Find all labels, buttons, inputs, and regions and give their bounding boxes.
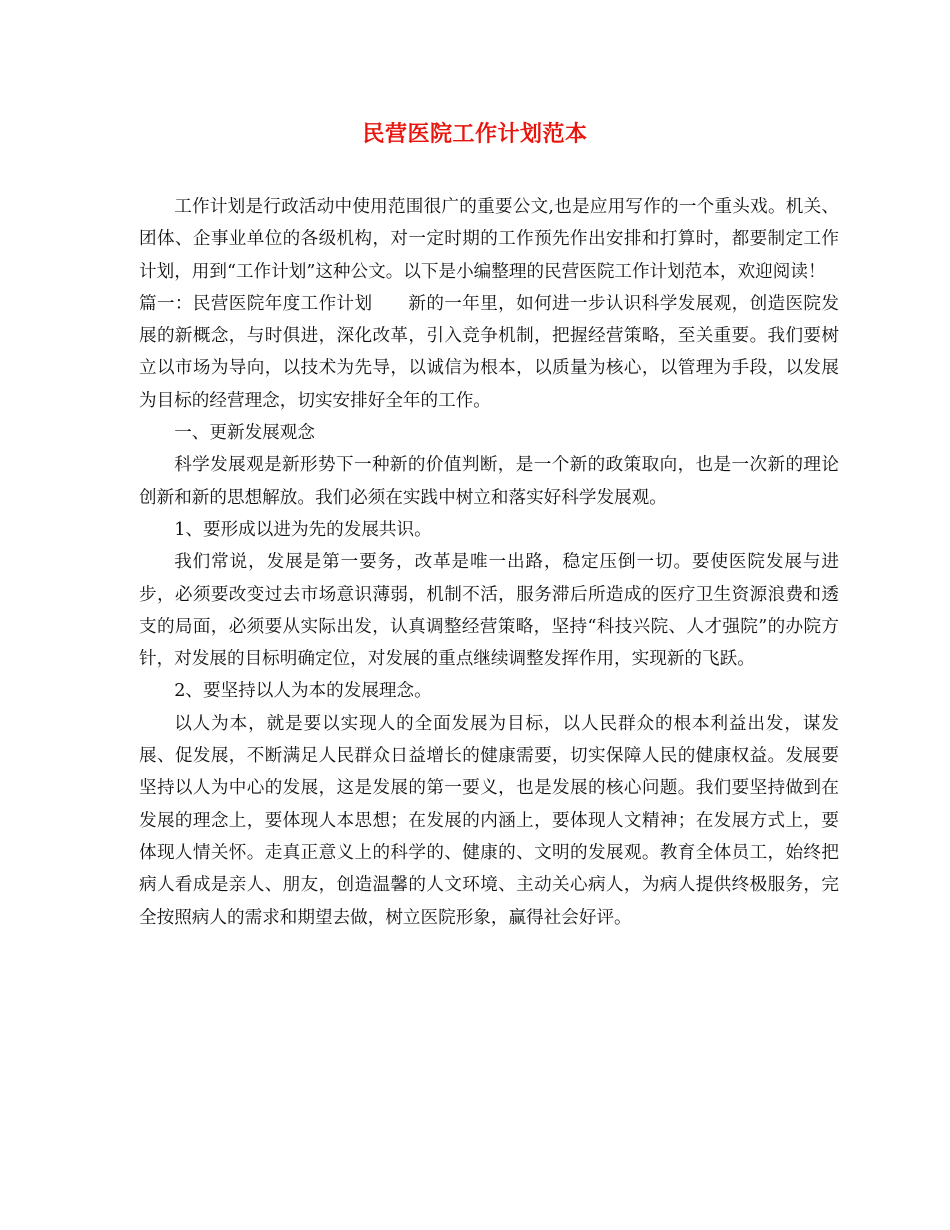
heading-update-concept: 一、更新发展观念: [174, 423, 315, 444]
paragraph-scientific-development: 科学发展观是新形势下一种新的价值判断，是一个新的政策取向，也是一次新的理论创新和新的思想解放。我们必须在实践中树立和落实好科学发展观。: [139, 455, 839, 508]
paragraph-people-oriented: 以人为本，就是要以实现人的全面发展为目标，以人民群众的根本利益出发，谋发展、促发展，不断满足人民群众日益增长的健康需要，切实保障人民的健康权益。发展要坚持以人为中心的发展，这是发展的第一要义，也是发展的核心问题。我们要坚持做到在发展的理念上，要体现人本思想；在发展的内涵上，要体现人文精神；在发展方式上，要体现人情关怀。走真正意义上的科学的、健康的、文明的发展观。教育全体员工，始终把病人看成是亲人、朋友，创造温馨的人文环境、主动关心病人，为病人提供终极服务，完全按照病人的需求和期望去做，树立医院形象，赢得社会好评。: [139, 713, 839, 928]
section-one-paragraph: 篇一：民营医院年度工作计划 新的一年里，如何进一步认识科学发展观，创造医院发展的新概念，与时俱进，深化改革，引入竞争机制，把握经营策略，至关重要。我们要树立以市场为导向，以技术为先导，以诚信为根本，以质量为核心，以管理为手段，以发展为目标的经营理念，切实安排好全年的工作。: [139, 293, 839, 411]
document-body: [139, 191, 839, 934]
document-title: 民营医院工作计划范本: [362, 121, 588, 147]
intro-paragraph: 工作计划是行政活动中使用范围很广的重要公文,也是应用写作的一个重头戏。机关、团体、企事业单位的各级机构，对一定时期的工作预先作出安排和打算时，都要制定工作计划，用到“工作计划”这种公文。以下是小编整理的民营医院工作计划范本，欢迎阅读！: [139, 197, 839, 282]
paragraph-development-priority: 我们常说，发展是第一要务，改革是唯一出路，稳定压倒一切。要使医院发展与进步，必须要改变过去市场意识薄弱，机制不活，服务滞后所造成的医疗卫生资源浪费和透支的局面，必须要从实际出发，认真调整经营策略，坚持“科技兴院、人才强院”的办院方针，对发展的目标明确定位，对发展的重点继续调整发挥作用，实现新的飞跃。: [139, 552, 839, 670]
subheading-consensus: 1、要形成以进为先的发展共识。: [174, 519, 432, 540]
subheading-people-oriented: 2、要坚持以人为本的发展理念。: [174, 681, 432, 702]
